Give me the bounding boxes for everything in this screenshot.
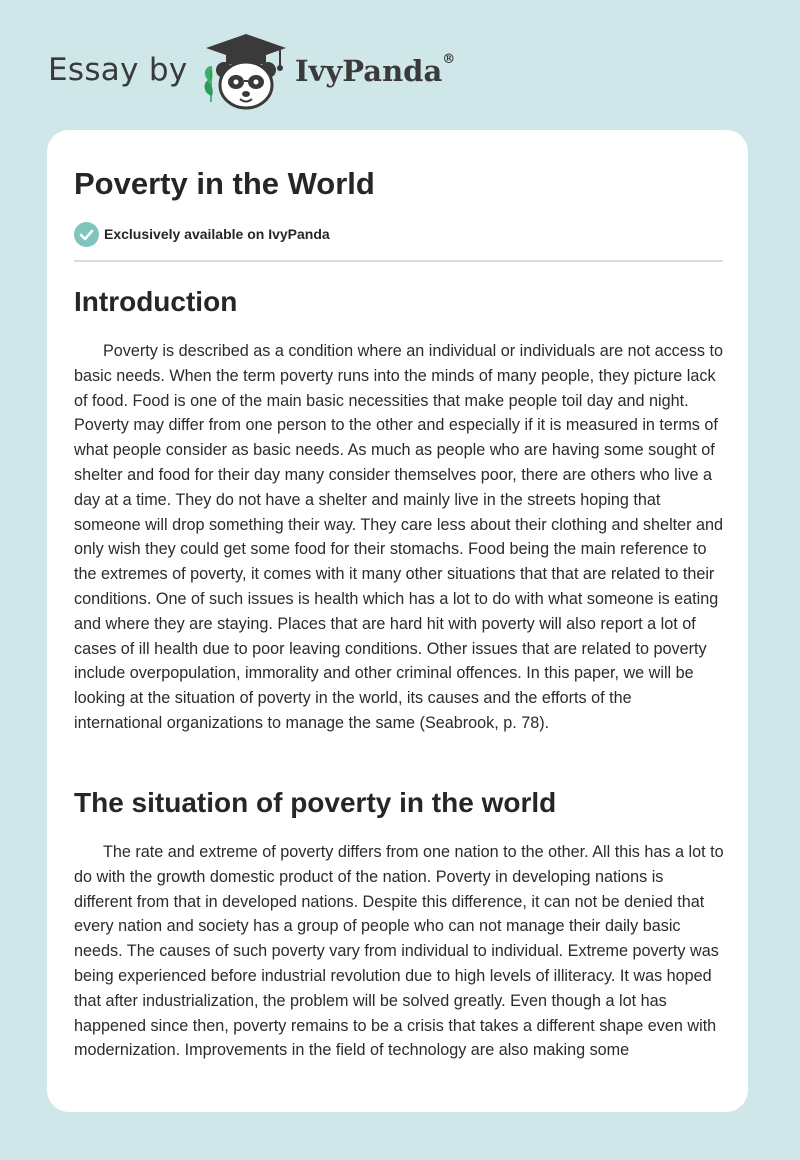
section-situation-of-poverty xyxy=(74,786,724,1063)
page-title: Poverty in the World xyxy=(74,166,375,201)
check-circle-icon xyxy=(74,222,99,247)
essay-by-label: Essay by xyxy=(48,52,188,88)
exclusive-badge xyxy=(74,222,330,246)
title-divider xyxy=(74,260,723,262)
section-paragraph: Poverty is described as a condition where an individual or individuals are not access to basic needs. When the term poverty runs into the minds of many people, they picture lack of food. Food is one of the main basic necessities that make people toil day and night. Poverty may differ from one person to the other and especially if it is measured in terms of what people consider as basic needs. As much as people who are having some sought of shelter and food for their day many consider themselves poor, there are others who live a day at a time. They do not have a shelter and mainly live in the streets hoping that someone will drop something their way. They care less about their clothing and shelter and only wish they could get some food for their stomachs. Food being the main reference to the extremes of poverty, it comes with it many other situations that that are related to their conditions. One of such issues is health which has a lot to do with what someone is eating and where they are staying. Places that are hard hit with poverty will also report a lot of cases of ill health due to poor leaving conditions. Other issues that are related to poverty include overpopulation, immorality and other criminal offences. In this paper, we will be looking at the situation of poverty in the world, its causes and the efforts of the international organizations to manage the same (Seabrook, p. 78). xyxy=(74,342,724,732)
exclusive-badge-label: Exclusively available on IvyPanda xyxy=(104,226,330,242)
section-heading: The situation of poverty in the world xyxy=(74,787,557,818)
panda-graduate-icon[interactable] xyxy=(200,30,292,112)
site-header xyxy=(48,30,528,120)
ivypanda-logo-text[interactable]: IvyPanda® xyxy=(295,52,456,88)
essay-card xyxy=(47,130,748,1112)
section-heading: Introduction xyxy=(74,286,238,317)
section-paragraph: The rate and extreme of poverty differs from one nation to the other. All this has a lot to do with the growth domestic product of the nation. Poverty in developing nations is different from that in developed nations. Despite this difference, it can not be denied that every nation and society has a group of people who can not manage their daily basic needs. The causes of such poverty vary from individual to individual. Extreme poverty was being experienced before industrial revolution due to high levels of illiteracy. It was hoped that after industrialization, the problem will be solved greatly. Even though a lot has happened since then, poverty remains to be a crisis that takes a different shape even with modernization. Improvements in the field of technology are also making some xyxy=(74,843,724,1060)
registered-mark: ® xyxy=(442,52,456,67)
section-introduction xyxy=(74,285,724,736)
